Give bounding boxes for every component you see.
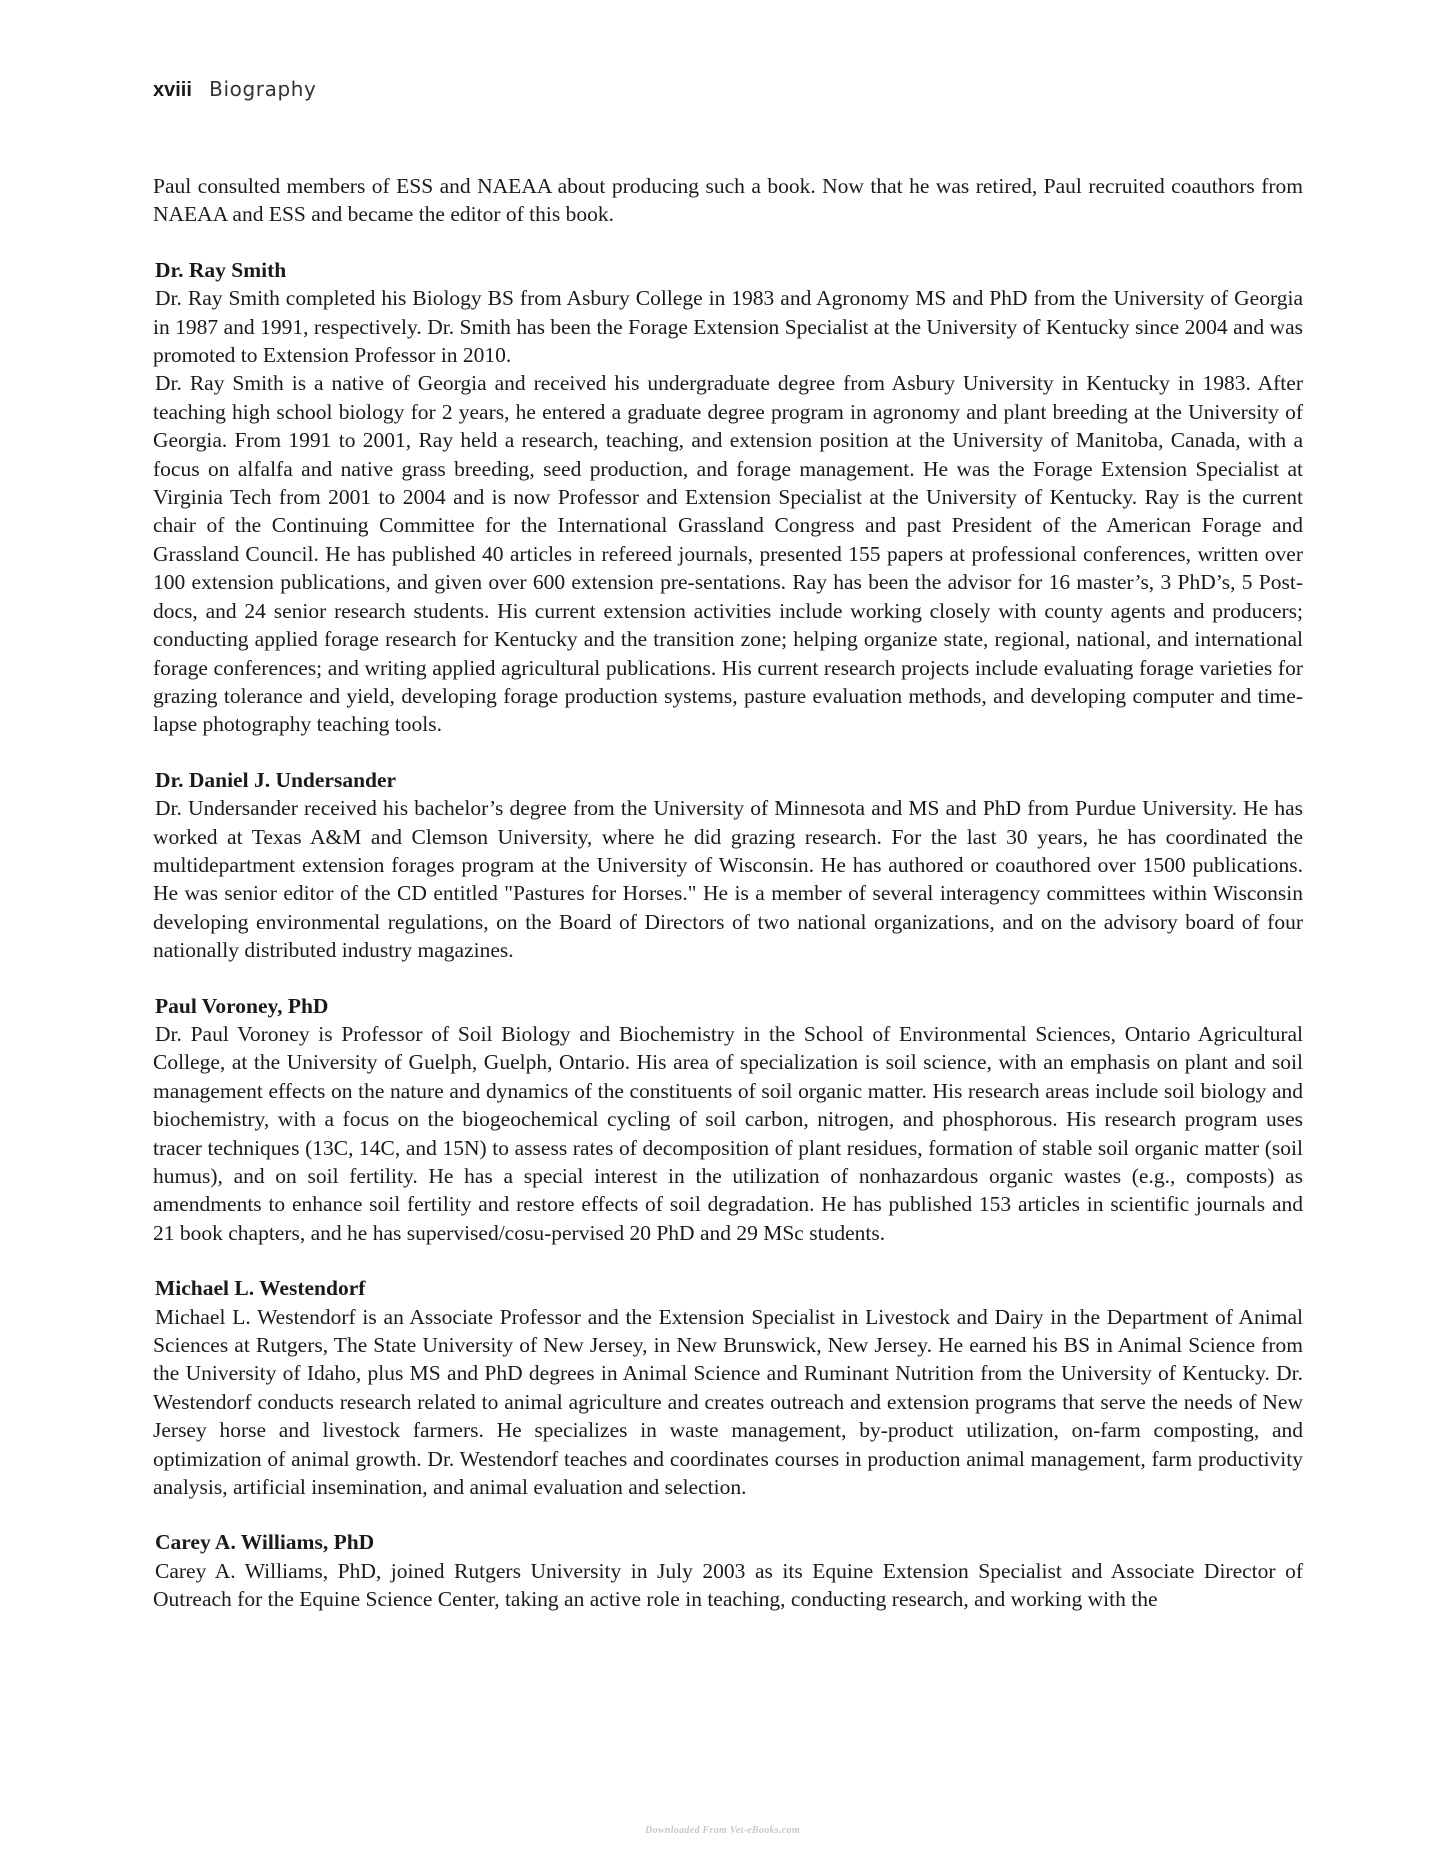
bio-paragraph: Dr. Ray Smith completed his Biology BS from Asbury College in 1983 and Agronomy MS and PhD from the University of Georgia in 1987 and 1991, respectively. Dr. Smith has been the Forage Extension Specialist at the University of Kentucky since 2004 and was promoted to Extension Professor in 2010. xyxy=(153,286,1303,368)
bio-daniel-undersander xyxy=(153,766,1303,965)
bio-paragraph: Michael L. Westendorf is an Associate Professor and the Extension Specialist in Livestock and Dairy in the Department of Animal Sciences at Rutgers, The State University of New Jersey, in New Brunswick, New Jersey. He earned his BS in Animal Science from the University of Idaho, plus MS and PhD degrees in Animal Science and Ruminant Nutrition from the University of Kentucky. Dr. Westendorf conducts research related to animal agriculture and creates outreach and extension programs that serve the needs of New Jersey horse and livestock farmers. He specializes in waste management, by-product utilization, on-farm composting, and optimization of animal growth. Dr. Westendorf teaches and coordinates courses in production animal management, farm productivity analysis, artificial insemination, and animal evaluation and selection. xyxy=(153,1304,1303,1500)
bio-ray-smith xyxy=(153,256,1303,739)
running-title: Biography xyxy=(209,77,317,101)
bio-paragraph: Dr. Undersander received his bachelor’s degree from the University of Minnesota and MS and PhD from Purdue University. He has worked at Texas A&M and Clemson University, where he did grazing research. For the last 30 years, he has coordinated the multidepartment extension forages program at the University of Wisconsin. He has authored or coauthored over 1500 publications. He was senior editor of the CD entitled "Pastures for Horses." He is a member of several interagency committees within Wisconsin developing environmental regulations, on the Board of Directors of two national organizations, and on the advisory board of four nationally distributed industry magazines. xyxy=(153,796,1303,963)
bio-carey-williams xyxy=(153,1528,1303,1613)
bio-name: Paul Voroney, PhD xyxy=(155,993,329,1018)
bio-name: Carey A. Williams, PhD xyxy=(155,1530,375,1555)
intro-paragraph: Paul consulted members of ESS and NAEAA about producing such a book. Now that he was retired, Paul recruited coauthors from NAEAA and ESS and became the editor of this book. xyxy=(153,174,1303,227)
bio-paragraph: Dr. Paul Voroney is Professor of Soil Biology and Biochemistry in the School of Environmental Sciences, Ontario Agricultural College, at the University of Guelph, Guelph, Ontario. His area of specialization is soil science, with an emphasis on plant and soil management effects on the nature and dynamics of the constituents of soil organic matter. His research areas include soil biology and biochemistry, with a focus on the biogeochemical cycling of soil carbon, nitrogen, and phosphorous. His research program uses tracer techniques (13C, 14C, and 15N) to assess rates of decomposition of plant residues, formation of stable soil organic matter (soil humus), and on soil fertility. He has a special interest in the utilization of nonhazardous organic wastes (e.g., composts) as amendments to enhance soil fertility and restore effects of soil degradation. He has published 153 articles in scientific journals and 21 book chapters, and he has supervised/cosu-pervised 20 PhD and 29 MSc students. xyxy=(153,1021,1303,1245)
bio-name: Michael L. Westendorf xyxy=(155,1276,366,1301)
bio-name: Dr. Daniel J. Undersander xyxy=(155,767,397,792)
bio-paragraph: Carey A. Williams, PhD, joined Rutgers University in July 2003 as its Equine Extension Specialist and Associate Director of Outreach for the Equine Science Center, taking an active role in teaching, conducting research, and working with the xyxy=(153,1558,1303,1612)
running-head xyxy=(153,76,316,103)
bio-paragraph: Dr. Ray Smith is a native of Georgia and received his undergraduate degree from Asbury University in Kentucky in 1983. After teaching high school biology for 2 years, he entered a graduate degree program in agronomy and plant breeding at the University of Georgia. From 1991 to 2001, Ray held a research, teaching, and extension position at the University of Manitoba, Canada, with a focus on alfalfa and native grass breeding, seed production, and forage management. He was the Forage Extension Specialist at Virginia Tech from 2001 to 2004 and is now Professor and Extension Specialist at the University of Kentucky. Ray is the current chair of the Continuing Committee for the International Grassland Congress and past President of the American Forage and Grassland Council. He has published 40 articles in refereed journals, presented 155 papers at professional conferences, written over 100 extension publications, and given over 600 extension pre-sentations. Ray has been the advisor for 16 master’s, 3 PhD’s, 5 Post-docs, and 24 senior research students. His current extension activities include working closely with county agents and producers; conducting applied forage research for Kentucky and the transition zone; helping organize state, regional, national, and international forage conferences; and writing applied agricultural publications. His current research projects include evaluating forage varieties for grazing tolerance and yield, developing forage production systems, pasture evaluation methods, and developing computer and time-lapse photography teaching tools. xyxy=(153,371,1303,737)
bio-name: Dr. Ray Smith xyxy=(155,257,287,282)
download-watermark: Downloaded From Vet-eBooks.com xyxy=(645,1825,800,1836)
page-number: xviii xyxy=(153,79,192,101)
bio-michael-westendorf xyxy=(153,1274,1303,1501)
bio-paul-voroney xyxy=(153,992,1303,1248)
page-body xyxy=(153,172,1303,1614)
